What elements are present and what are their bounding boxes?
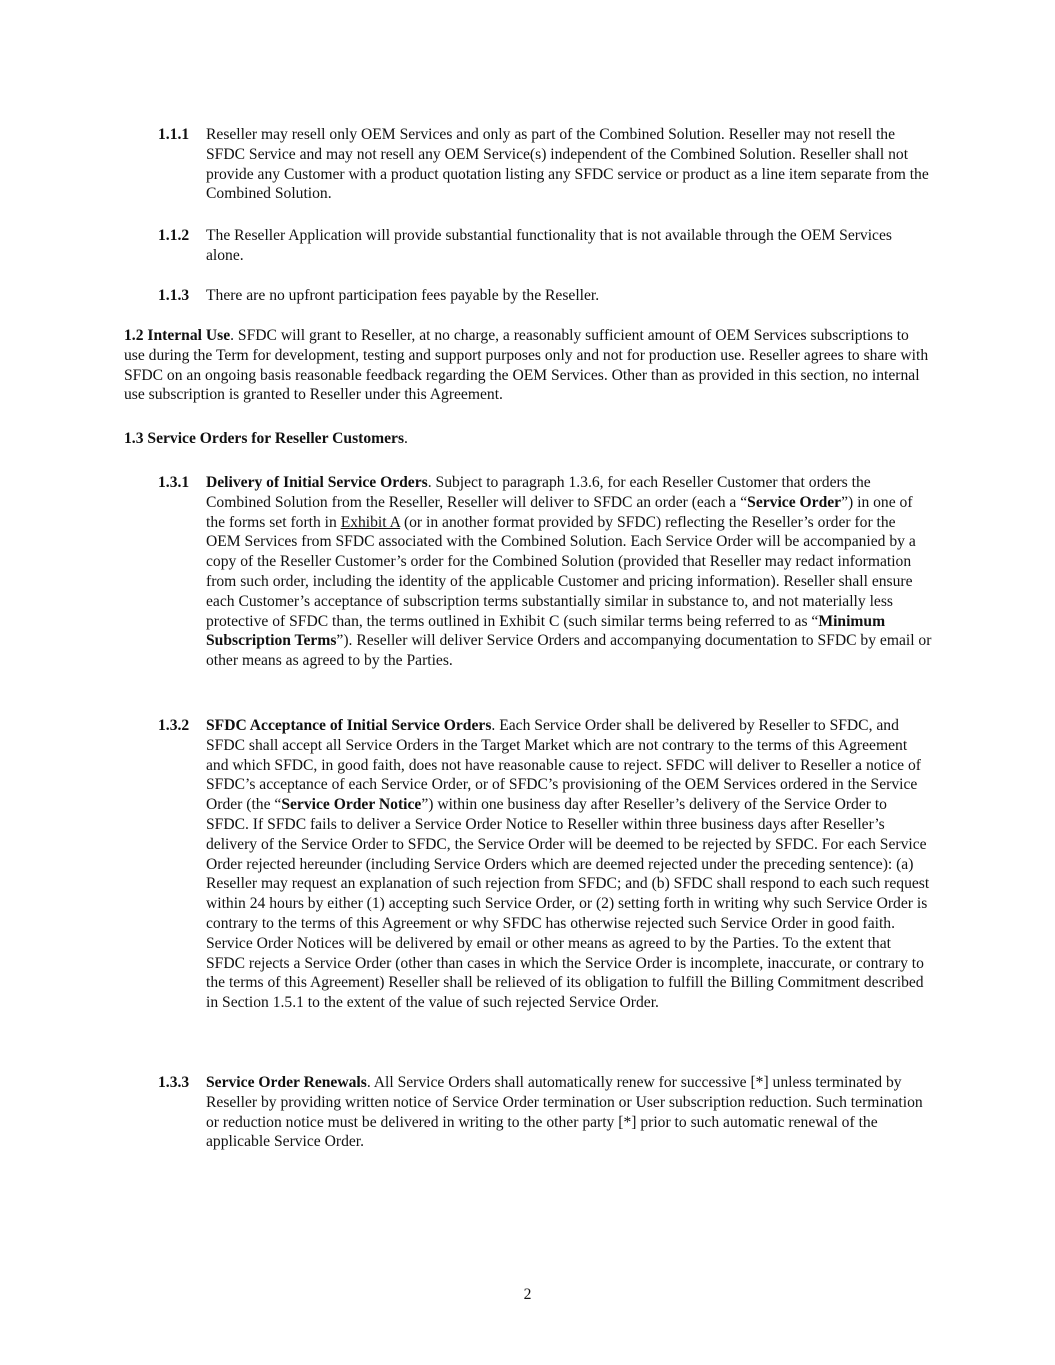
section-1-3-service-orders (124, 429, 932, 449)
section-heading: 1.3 Service Orders for Reseller Customers (124, 430, 405, 447)
clause-number: 1.1.1 (158, 126, 190, 143)
defined-term-service-order-notice: Service Order Notice (281, 796, 422, 814)
page-number: 2 (523, 1286, 532, 1303)
clause-text-part: . Subject to paragraph 1.3.6, for each Reseller Customer that orders the Combined Solution from the Reseller, Reseller will deliver to SFDC an order (each a “ (206, 474, 871, 511)
clause-text-part: . All Service Orders shall automatically renew for successive [*] unless terminated by Reseller by providing written notice of Service Order termination or User subscription reduction. Such termination or reduction notice must be delivered in writing to the other party [*] prior to such automatic renewal of the applicable Service Order. (206, 1074, 923, 1151)
clause-title: Service Order Renewals (206, 1074, 367, 1091)
clause-number: 1.3.3 (158, 1074, 190, 1091)
clause-1-3-1 (158, 473, 933, 671)
defined-term-minimum-subscription-terms: Minimum Subscription Terms (206, 612, 886, 650)
clause-number: 1.3.2 (158, 717, 190, 734)
clause-text-part: (or in another format provided by SFDC) reflecting the Reseller’s order for the OEM Services from SFDC associated with the Combined Solution. Each Service Order will be accompanied by a copy of the Reseller Customer’s order for the Combined Solution (provided that Reseller may redact information from such order, including the identity of the applicable Customer and pricing information). Reseller shall ensure each Customer’s acceptance of subscription terms substantially similar in substance to, and not materially less protective of SFDC than, the terms outlined in Exhibit C (such similar terms being referred to as “ (206, 513, 916, 630)
defined-term-service-order: Service Order (747, 493, 842, 511)
clause-text-part: ”). Reseller will deliver Service Orders and accompanying documentation to SFDC by email or other means as agreed to by the Parties. (206, 632, 932, 670)
clause-number: 1.3.1 (158, 474, 190, 491)
section-heading-tail: . (404, 430, 408, 447)
clause-title: Delivery of Initial Service Orders (206, 474, 428, 491)
clause-text-part: . Each Service Order shall be delivered by Reseller to SFDC, and SFDC shall accept all Service Orders in the Target Market which are not contrary to the terms of this Agreement and which SFDC, in good faith, does not have reasonable cause to reject. SFDC will deliver to Reseller a notice of SFDC’s acceptance of each Service Order, or of SFDC’s provisioning of the OEM Services ordered in the Service Order (the “ (206, 717, 921, 814)
clause-1-1-2 (158, 226, 933, 266)
exhibit-a-reference: Exhibit A (340, 513, 401, 531)
clause-text-part: ”) in one of the forms set forth in (206, 493, 913, 531)
clause-text (206, 473, 933, 671)
clause-text (206, 716, 933, 1013)
clause-1-1-3 (158, 286, 933, 306)
clause-text: Reseller may resell only OEM Services and only as part of the Combined Solution. Reseller may not resell the SFDC Service and may not resell any OEM Service(s) independent of the Combined Solution. Reseller shall not provide any Customer with a product quotation listing any SFDC service or product as a line item separate from the Combined Solution. (206, 126, 929, 203)
clause-number: 1.1.3 (158, 287, 190, 304)
clause-text-part: ”) within one business day after Reseller’s delivery of the Service Order to SFDC. If SFDC fails to deliver a Service Order Notice to Reseller within three business days after Reseller’s delivery of the Service Order to SFDC, the Service Order will be deemed to be rejected by SFDC. For each Service Order rejected hereunder (including Service Orders which are deemed rejected under the preceding sentence): (a) Reseller may request an explanation of such rejection from SFDC; and (b) SFDC shall respond to each such request within 24 hours by either (1) accepting such Service Order, or (2) setting forth in writing why such Service Order is contrary to the terms of this Agreement or why SFDC has otherwise rejected such Service Order in good faith. Service Order Notices will be delivered by email or other means as agreed to by the Parties. To the extent that SFDC rejects a Service Order (other than cases in which the Service Order is incomplete, inaccurate, or contrary to the terms of this Agreement) Reseller shall be relieved of its obligation to fulfill the Billing Commitment described in Section 1.5.1 to the extent of the value of such rejected Service Order. (206, 796, 930, 1012)
clause-text (206, 1073, 933, 1152)
section-1-2-internal-use (124, 326, 932, 405)
clause-number: 1.1.2 (158, 227, 190, 244)
clause-1-3-2 (158, 716, 933, 1013)
clause-1-3-3 (158, 1073, 933, 1152)
clause-title: SFDC Acceptance of Initial Service Orders (206, 717, 492, 734)
clause-text: There are no upfront participation fees payable by the Reseller. (206, 287, 600, 304)
clause-text: The Reseller Application will provide substantial functionality that is not available through the OEM Services alone. (206, 227, 892, 264)
section-heading: 1.2 Internal Use (124, 327, 231, 344)
section-text: . SFDC will grant to Reseller, at no charge, a reasonably sufficient amount of OEM Services subscriptions to use during the Term for development, testing and support purposes only and not for production use. Reseller agrees to share with SFDC on an ongoing basis reasonable feedback regarding the OEM Services. Other than as provided in this section, no internal use subscription is granted to Reseller under this Agreement. (124, 327, 929, 404)
clause-1-1-1 (158, 125, 933, 204)
